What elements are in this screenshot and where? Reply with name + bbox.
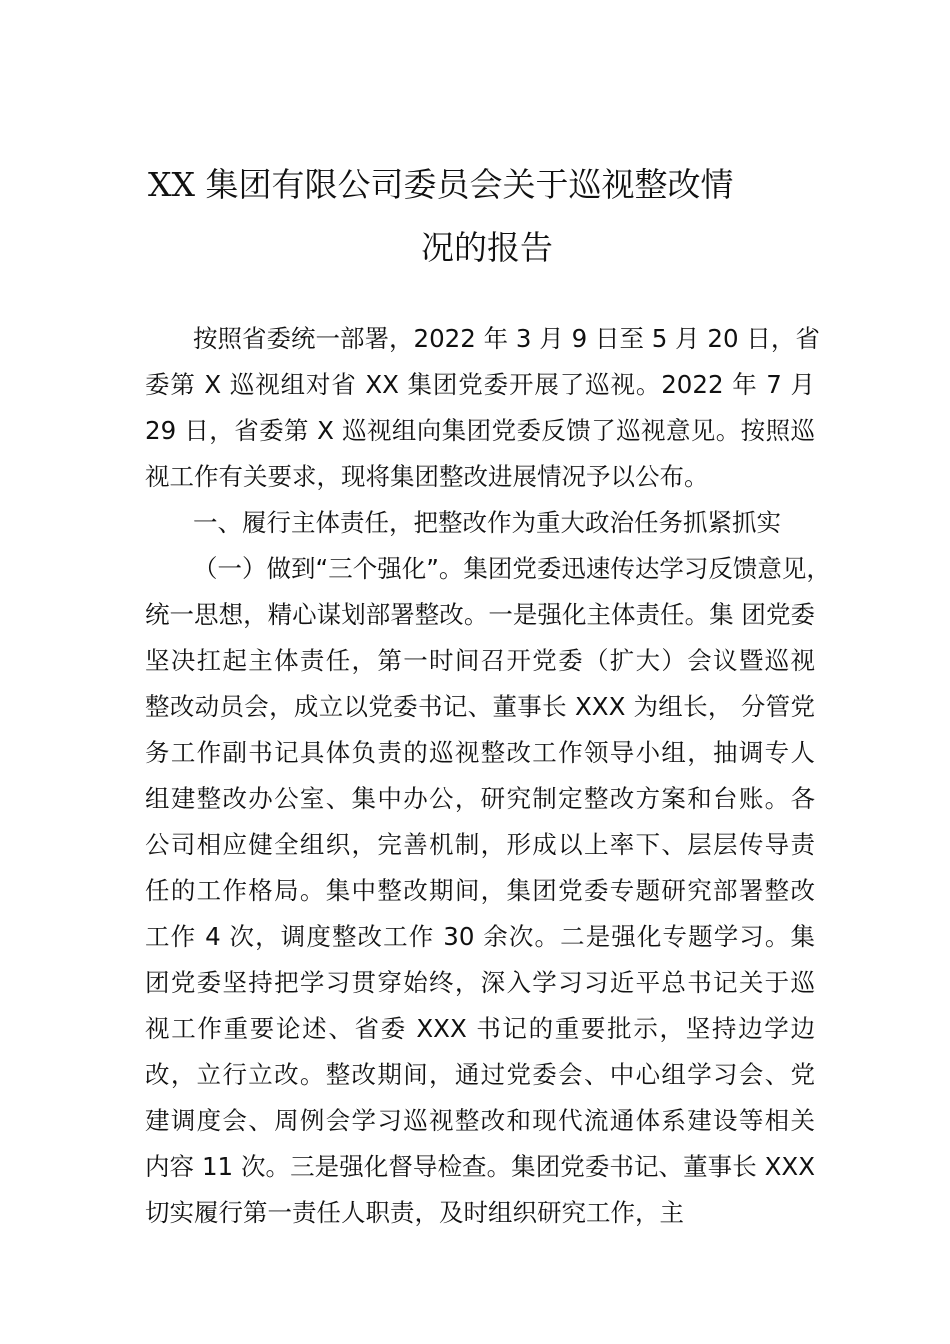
paragraph-line: 组建整改办公室、集中办公，研究制定整改方案和台账。各 (145, 784, 815, 813)
section-heading: 一、履行主体责任，把整改作为重大政治任务抓紧抓实 (193, 508, 781, 537)
paragraph-line: 务工作副书记具体负责的巡视整改工作领导小组，抽调专人 (145, 738, 815, 767)
paragraph-line: （一）做到“三个强化”。集团党委迅速传达学习反馈意见， (193, 554, 831, 583)
document-title-line-1: XX 集团有限公司委员会关于巡视整改情 (148, 165, 734, 204)
paragraph-line: 任的工作格局。集中整改期间，集团党委专题研究部署整改 (145, 876, 815, 905)
paragraph-line: 坚决扛起主体责任，第一时间召开党委（扩大）会议暨巡视 (145, 646, 815, 675)
paragraph-line: 切实履行第一责任人职责，及时组织研究工作，主 (145, 1198, 684, 1227)
paragraph-line: 建调度会、周例会学习巡视整改和现代流通体系建设等相关 (145, 1106, 815, 1135)
paragraph-line: 改，立行立改。整改期间，通过党委会、中心组学习会、党 (145, 1060, 815, 1089)
paragraph-line: 内容 11 次。三是强化督导检查。集团党委书记、董事长 XXX (145, 1152, 815, 1181)
paragraph-line: 统一思想，精心谋划部署整改。一是强化主体责任。集 团党委 (145, 600, 815, 629)
document-title-line-2: 况的报告 (421, 228, 553, 267)
paragraph-line: 视工作重要论述、省委 XXX 书记的重要批示，坚持边学边 (145, 1014, 815, 1043)
paragraph-line: 整改动员会，成立以党委书记、董事长 XXX 为组长， 分管党 (145, 692, 815, 721)
paragraph-line: 团党委坚持把学习贯穿始终，深入学习习近平总书记关于巡 (145, 968, 815, 997)
paragraph-line: 工作 4 次，调度整改工作 30 余次。二是强化专题学习。集 (145, 922, 815, 951)
paragraph-line: 公司相应健全组织，完善机制，形成以上率下、层层传导责 (145, 830, 815, 859)
paragraph-line: 29 日，省委第 X 巡视组向集团党委反馈了巡视意见。按照巡 (145, 416, 815, 445)
paragraph-line: 按照省委统一部署，2022 年 3 月 9 日至 5 月 20 日，省 (193, 324, 820, 353)
paragraph-line: 视工作有关要求，现将集团整改进展情况予以公布。 (145, 462, 709, 491)
paragraph-line: 委第 X 巡视组对省 XX 集团党委开展了巡视。2022 年 7 月 (145, 370, 815, 399)
